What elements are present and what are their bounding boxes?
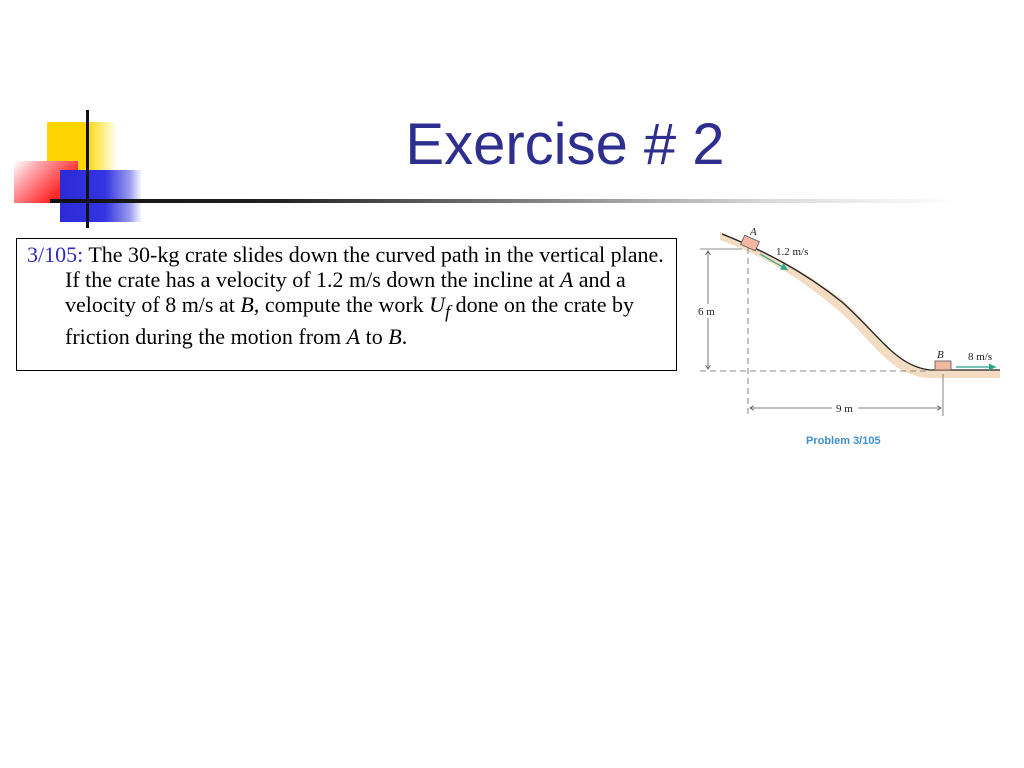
velocity-a-label: 1.2 m/s: [776, 246, 809, 258]
var-b: B,: [240, 292, 260, 317]
problem-number: 3/105:: [27, 242, 84, 267]
problem-text: to: [360, 324, 389, 350]
problem-statement: [27, 242, 668, 349]
var-b: B: [388, 324, 402, 350]
height-label: 6 m: [698, 306, 715, 318]
problem-statement-box: [16, 238, 677, 371]
blue-block: [60, 170, 142, 222]
var-u-subscript: f: [445, 301, 451, 322]
slide-title: Exercise # 2: [405, 112, 725, 177]
label-a: A: [750, 226, 757, 238]
problem-figure: [690, 218, 1010, 458]
logo-decoration: [0, 0, 150, 240]
var-a: A: [346, 324, 361, 350]
problem-text: done on the crate by friction during the motion from: [65, 292, 635, 350]
distance-label: 9 m: [836, 403, 853, 415]
problem-text: The 30-kg crate slides down the curved path in the vertical plane. If the crate has a velocity of 1.2 m/s down the incline at: [65, 242, 664, 292]
var-a: A: [559, 267, 574, 292]
var-u: U: [429, 292, 446, 317]
label-b: B: [937, 349, 944, 361]
slope-ground: [720, 232, 1000, 378]
problem-text: .: [401, 324, 408, 350]
velocity-b-label: 8 m/s: [968, 351, 993, 363]
crate-b: [935, 361, 951, 370]
problem-text: compute the work: [259, 292, 430, 317]
title-underline: [50, 199, 960, 203]
problem-text: and a velocity of 8 m/s at: [65, 267, 626, 317]
vertical-divider: [86, 110, 89, 228]
figure-caption: Problem 3/105: [806, 435, 881, 447]
